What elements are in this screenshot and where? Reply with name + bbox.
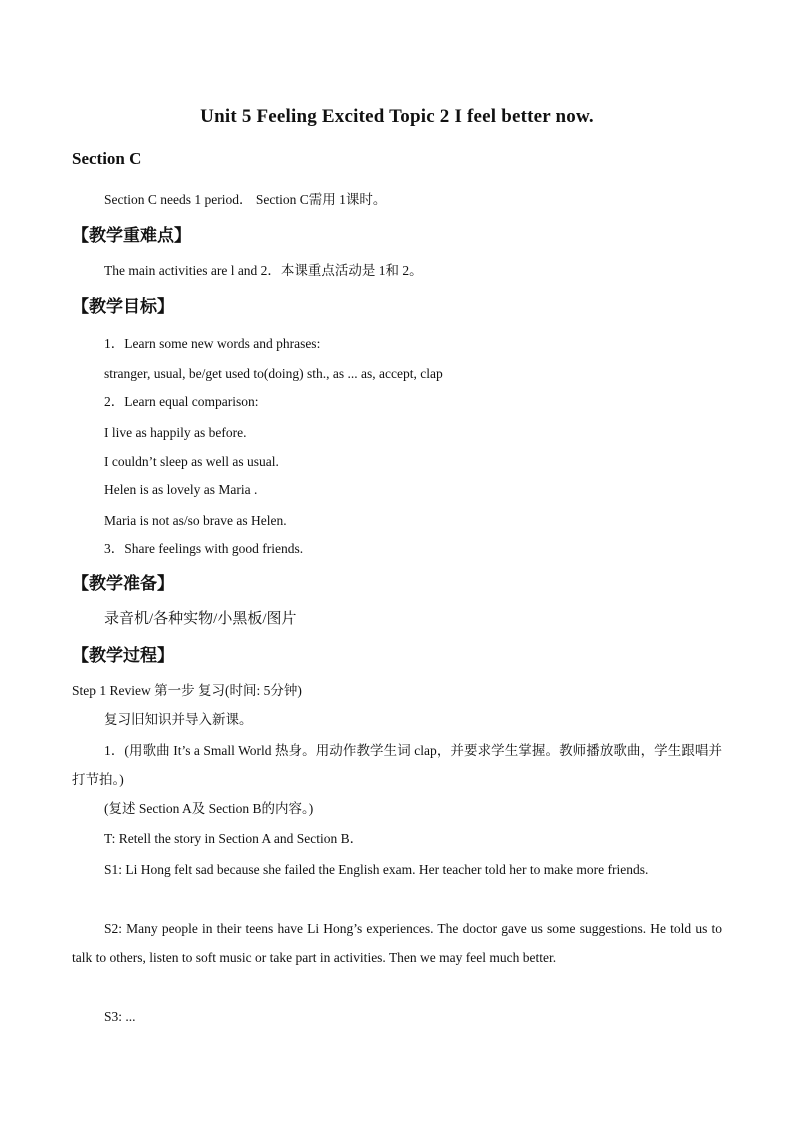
objective-line: stranger, usual, be/get used to(doing) sth., as ... as, accept, clap [104, 366, 443, 381]
difficulty-text: The main activities are l and 2．本课重点活动是 1和 2。 [104, 263, 423, 278]
objective-line: 1．Learn some new words and phrases: [104, 336, 321, 351]
s2-paragraph: S2: Many people in their teens have Li Hong’s experiences. The doctor gave us some suggestions. He told us to talk to others, listen to soft music or take part in activities. Then we may feel much better. [72, 921, 722, 965]
intro-line: Section C needs 1 period． Section C需用 1课时。 [104, 192, 387, 207]
section-label: Section C [72, 149, 142, 168]
objective-line: 3．Share feelings with good friends. [104, 541, 304, 556]
heading-objectives: 【教学目标】 [72, 297, 174, 317]
objective-line: I live as happily as before. [104, 425, 247, 440]
teacher-line: T: Retell the story in Section A and Section B． [104, 831, 364, 846]
objective-line: I couldn’t sleep as well as usual. [104, 454, 279, 469]
objective-line: Helen is as lovely as Maria . [104, 482, 258, 497]
s3-line: S3: ... [104, 1009, 136, 1024]
objective-line: 2．Learn equal comparison: [104, 394, 259, 409]
s1-paragraph: S1: Li Hong felt sad because she failed the English exam. Her teacher told her to make more friends. [104, 862, 649, 877]
preparation-text: 录音机/各种实物/小黑板/图片 [104, 611, 297, 627]
heading-process: 【教学过程】 [72, 646, 174, 666]
step1-line: Step 1 Review 第一步 复习(时间: 5分钟) [72, 683, 302, 698]
objective-line: Maria is not as/so brave as Helen. [104, 513, 287, 528]
retell-note: (复述 Section A及 Section B的内容。) [104, 801, 314, 816]
document-title: Unit 5 Feeling Excited Topic 2 I feel better now. [200, 106, 594, 127]
item1-paragraph: 1．(用歌曲 It’s a Small World 热身。用动作教学生词 clap，并要求学生掌握。教师播放歌曲，学生跟唱并打节拍。) [72, 743, 722, 787]
review-intro: 复习旧知识并导入新课。 [104, 712, 253, 727]
heading-preparation: 【教学准备】 [72, 574, 174, 594]
heading-difficulty: 【教学重难点】 [72, 226, 191, 246]
